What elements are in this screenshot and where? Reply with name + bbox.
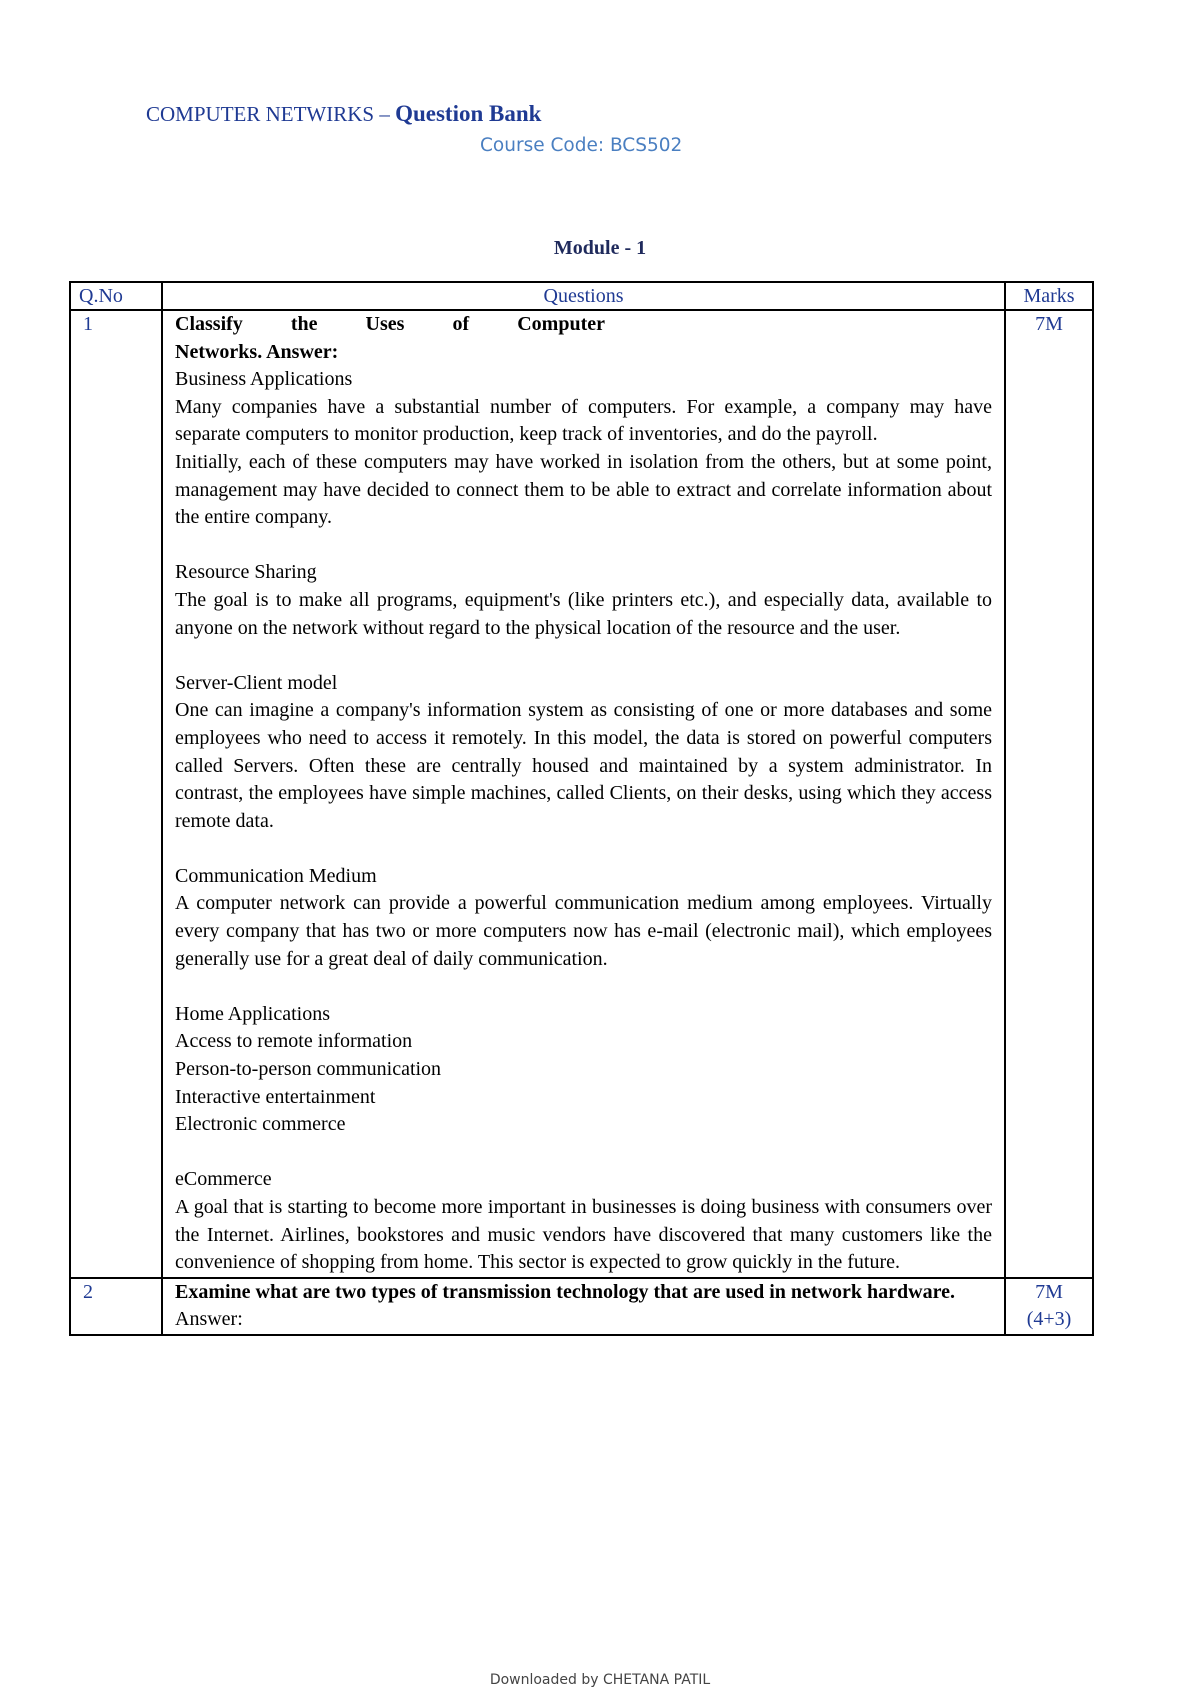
question-table xyxy=(69,281,1094,1336)
q1-marks: 7M xyxy=(1005,310,1093,1278)
module-heading: Module - 1 xyxy=(553,237,647,259)
section-server-client-model xyxy=(175,670,992,836)
q1-heading-line1: Classify the Uses of Computer xyxy=(175,313,605,335)
section-title: Resource Sharing xyxy=(175,561,317,584)
q2-content xyxy=(162,1278,1005,1335)
section-paragraph: One can imagine a company's information system as consisting of one or more databases and some employees who need to access it remotely. In this model, the data is stored on powerful computers called Servers. Often these are centrally housed and maintained by a system administrator. In contrast, the employees have simple machines, called Clients, on their desks, using which they access remote data. xyxy=(175,699,992,832)
section-paragraph: A computer network can provide a powerful communication medium among employees. Virtually every company that has two or more computers now has e-mail (electronic mail), which employees generally use for a great deal of daily communication. xyxy=(175,892,992,970)
course-code: Course Code: BCS502 xyxy=(480,135,683,156)
q2-marks xyxy=(1005,1278,1093,1335)
table-header-row xyxy=(70,282,1093,310)
q2-marks-value: 7M xyxy=(1035,1280,1063,1303)
list-item: Access to remote information xyxy=(175,1030,413,1053)
section-business-applications xyxy=(175,366,992,532)
section-resource-sharing xyxy=(175,559,992,642)
section-communication-medium xyxy=(175,863,992,973)
q1-heading-line2: Networks. Answer: xyxy=(175,340,339,363)
list-item: Person-to-person communication xyxy=(175,1058,442,1081)
q1-content xyxy=(162,310,1005,1278)
title-question-bank: Question Bank xyxy=(395,101,542,126)
list-item: Interactive entertainment xyxy=(175,1085,376,1108)
section-title: Server-Client model xyxy=(175,671,338,694)
section-title: Business Applications xyxy=(175,368,353,391)
table-row-q1 xyxy=(70,310,1093,1278)
title-subject: COMPUTER NETWIRKS – xyxy=(146,102,396,126)
header-questions: Questions xyxy=(162,282,1005,310)
header-marks: Marks xyxy=(1005,282,1093,310)
section-title: Home Applications xyxy=(175,1002,330,1025)
section-ecommerce xyxy=(175,1166,992,1276)
section-paragraph: A goal that is starting to become more important in businesses is doing business with consumers over the Internet. Airlines, bookstores and music vendors have discovered that many customers like the convenience of shopping from home. This sector is expected to grow quickly in the future. xyxy=(175,1196,992,1274)
section-title: Communication Medium xyxy=(175,864,377,887)
section-paragraph: Many companies have a substantial number of computers. For example, a company may have separate computers to monitor production, keep track of inventories, and do the payroll. xyxy=(175,395,992,446)
section-home-applications xyxy=(175,1001,992,1139)
header-qno: Q.No xyxy=(70,282,162,310)
list-item: Electronic commerce xyxy=(175,1113,346,1136)
download-footer: Downloaded by CHETANA PATIL xyxy=(489,1672,711,1688)
q1-number: 1 xyxy=(70,310,162,1278)
document-title xyxy=(146,102,541,125)
section-paragraph: The goal is to make all programs, equipment's (like printers etc.), and especially data, available to anyone on the network without regard to the physical location of the resource and the user. xyxy=(175,588,992,639)
q2-heading: Examine what are two types of transmission technology that are used in network hardware. xyxy=(175,1280,955,1303)
q2-answer-label: Answer: xyxy=(175,1308,243,1331)
q2-number: 2 xyxy=(70,1278,162,1335)
table-row-q2 xyxy=(70,1278,1093,1335)
q2-marks-split: (4+3) xyxy=(1026,1308,1072,1331)
section-paragraph: Initially, each of these computers may have worked in isolation from the others, but at some point, management may have decided to connect them to be able to extract and correlate information about the entire company. xyxy=(175,450,992,529)
section-title: eCommerce xyxy=(175,1168,272,1191)
